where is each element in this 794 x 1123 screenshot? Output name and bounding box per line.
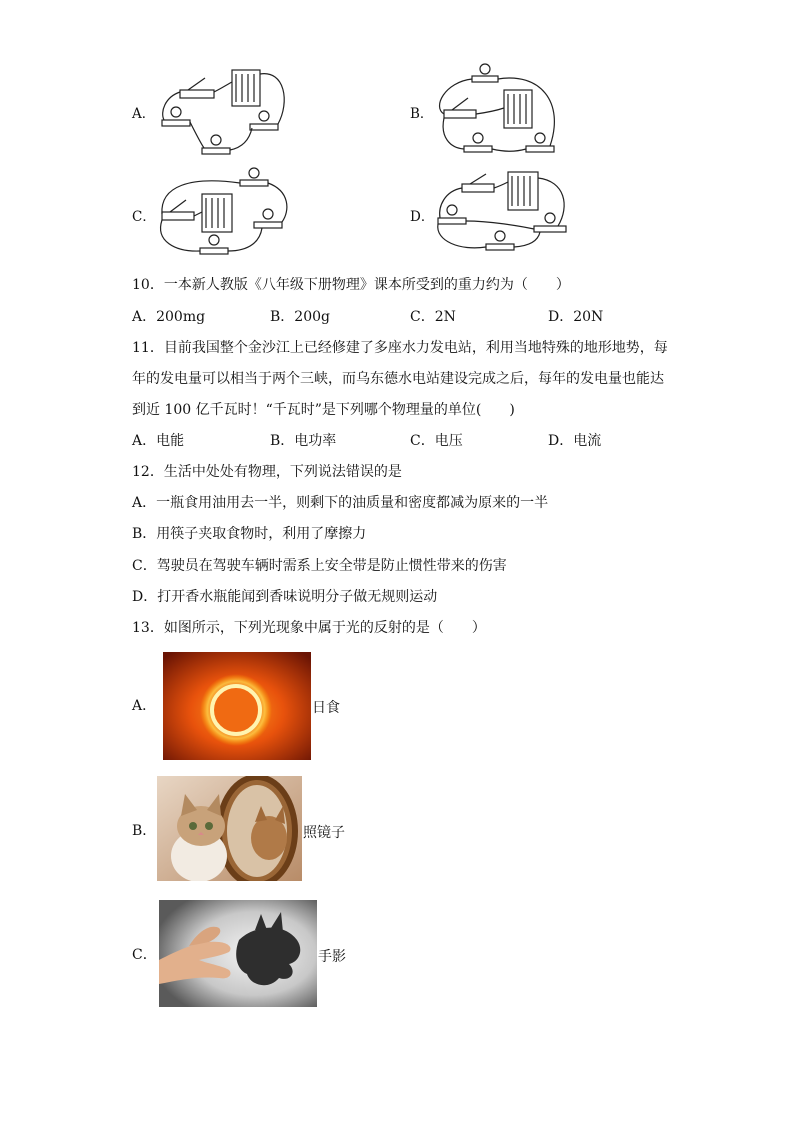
q10-option-c: C．2N [410, 309, 456, 325]
q11-option-c: C．电压 [410, 433, 463, 449]
q13-stem: 13．如图所示，下列光现象中属于光的反射的是（ ） [132, 620, 486, 636]
q12-option-d: D．打开香水瓶能闻到香味说明分子做无规则运动 [132, 589, 438, 605]
q10-option-a: A．200mg [132, 309, 206, 325]
q13-option-a-label: A． [132, 698, 157, 714]
q11-stem-line-3: 到近 100 亿千瓦时！“千瓦时”是下列哪个物理量的单位( ) [132, 402, 515, 418]
q11-stem-line-1: 11．目前我国整个金沙江上已经修建了多座水力发电站，利用当地特殊的地形地势，每 [132, 340, 668, 356]
q9-option-b-circuit-diagram [430, 62, 570, 162]
q9-option-c-label: C． [132, 209, 156, 225]
q11-stem-line-2: 年的发电量可以相当于两个三峡，而乌东德水电站建设完成之后，每年的发电量也能达 [132, 371, 664, 387]
q12-option-b: B．用筷子夹取食物时，利用了摩擦力 [132, 526, 367, 542]
q11-option-b: B．电功率 [270, 433, 337, 449]
q9-option-b-label: B． [410, 106, 434, 122]
q10-stem: 10．一本新人教版《八年级下册物理》课本所受到的重力约为（ ） [132, 277, 570, 293]
q13-option-a-caption: 日食 [312, 700, 340, 716]
q10-option-d: D．20N [548, 309, 604, 325]
q13-option-c-label: C． [132, 947, 157, 963]
q12-option-c: C．驾驶员在驾驶车辆时需系上安全带是防止惯性带来的伤害 [132, 558, 507, 574]
q13-option-b-label: B． [132, 823, 157, 839]
q11-option-d: D．电流 [548, 433, 602, 449]
q9-option-d-circuit-diagram [430, 166, 575, 261]
q9-option-c-circuit-diagram [150, 166, 295, 261]
kitten-mirror-photo [157, 776, 302, 881]
q10-option-b: B．200g [270, 309, 330, 325]
q9-option-a-label: A． [132, 106, 156, 122]
q9-option-a-circuit-diagram [150, 62, 295, 162]
q13-option-b-caption: 照镜子 [303, 825, 345, 841]
q11-option-a: A．电能 [132, 433, 185, 449]
hand-shadow-photo [159, 900, 317, 1007]
q9-option-d-label: D． [410, 209, 435, 225]
q12-option-a: A．一瓶食用油用去一半，则剩下的油质量和密度都减为原来的一半 [132, 495, 549, 511]
solar-eclipse-photo [163, 652, 311, 760]
q13-option-c-caption: 手影 [318, 949, 346, 965]
q12-stem: 12．生活中处处有物理，下列说法错误的是 [132, 464, 402, 480]
